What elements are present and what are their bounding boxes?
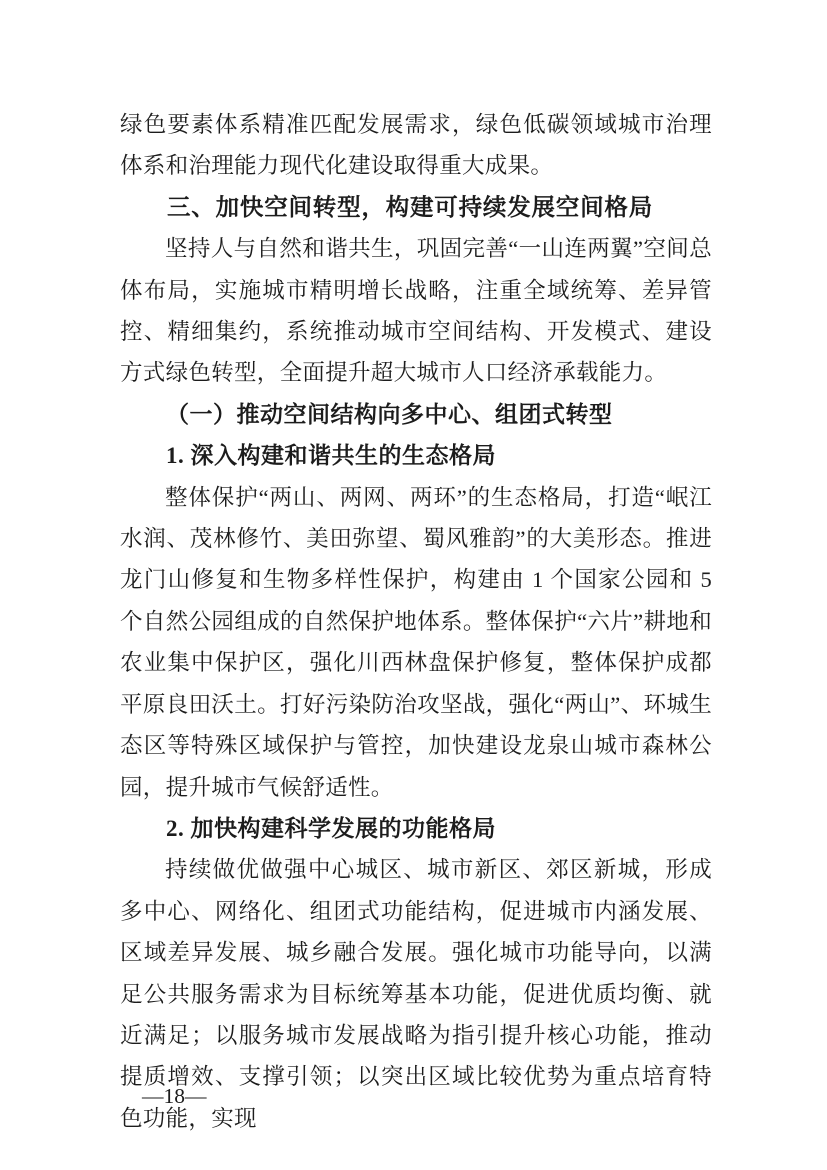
paragraph: 持续做优做强中心城区、城市新区、郊区新城，形成多中心、网络化、组团式功能结构，促进城市内涵发展、区域差异发展、城乡融合发展。强化城市功能导向，以满足公共服务需求为目标统筹基本功能，促进优质均衡、就近满足；以服务城市发展战略为指引提升核心功能，推动提质增效、支撑引领；以突出区域比较优势为重点培育特色功能，实现 <box>120 857 712 1131</box>
paragraph-continuation: 绿色要素体系精准匹配发展需求，绿色低碳领域城市治理体系和治理能力现代化建设取得重大成果。 <box>120 112 712 179</box>
subsection-heading-one: （一）推动空间结构向多中心、组团式转型 <box>166 401 613 427</box>
numbered-heading-2: 2. 加快构建科学发展的功能格局 <box>166 815 496 841</box>
paragraph: 整体保护“两山、两网、两环”的生态格局，打造“岷江水润、茂林修竹、美田弥望、蜀风雅韵”的大美形态。推进龙门山修复和生物多样性保护，构建由 1 个国家公园和 5 个自然公园组成的自然保护地体系。整体保护“六片”耕地和农业集中保护区，强化川西林盘保护修复，整体保护成都平原良田沃土。打好污染防治攻坚战，强化“两山”、环城生态区等特殊区域保护与管控，加快建设龙泉山城市森林公园，提升城市气候舒适性。 <box>120 484 712 800</box>
numbered-heading-1: 1. 深入构建和谐共生的生态格局 <box>166 443 496 469</box>
section-heading-three: 三、加快空间转型，构建可持续发展空间格局 <box>167 193 653 220</box>
document-body <box>120 104 712 1139</box>
page-number: —18— <box>142 1084 207 1108</box>
paragraph: 坚持人与自然和谐共生，巩固完善“一山连两翼”空间总体布局，实施城市精明增长战略，注重全域统筹、差异管控、精细集约，系统推动城市空间结构、开发模式、建设方式绿色转型，全面提升超大城市人口经济承载能力。 <box>120 236 712 386</box>
